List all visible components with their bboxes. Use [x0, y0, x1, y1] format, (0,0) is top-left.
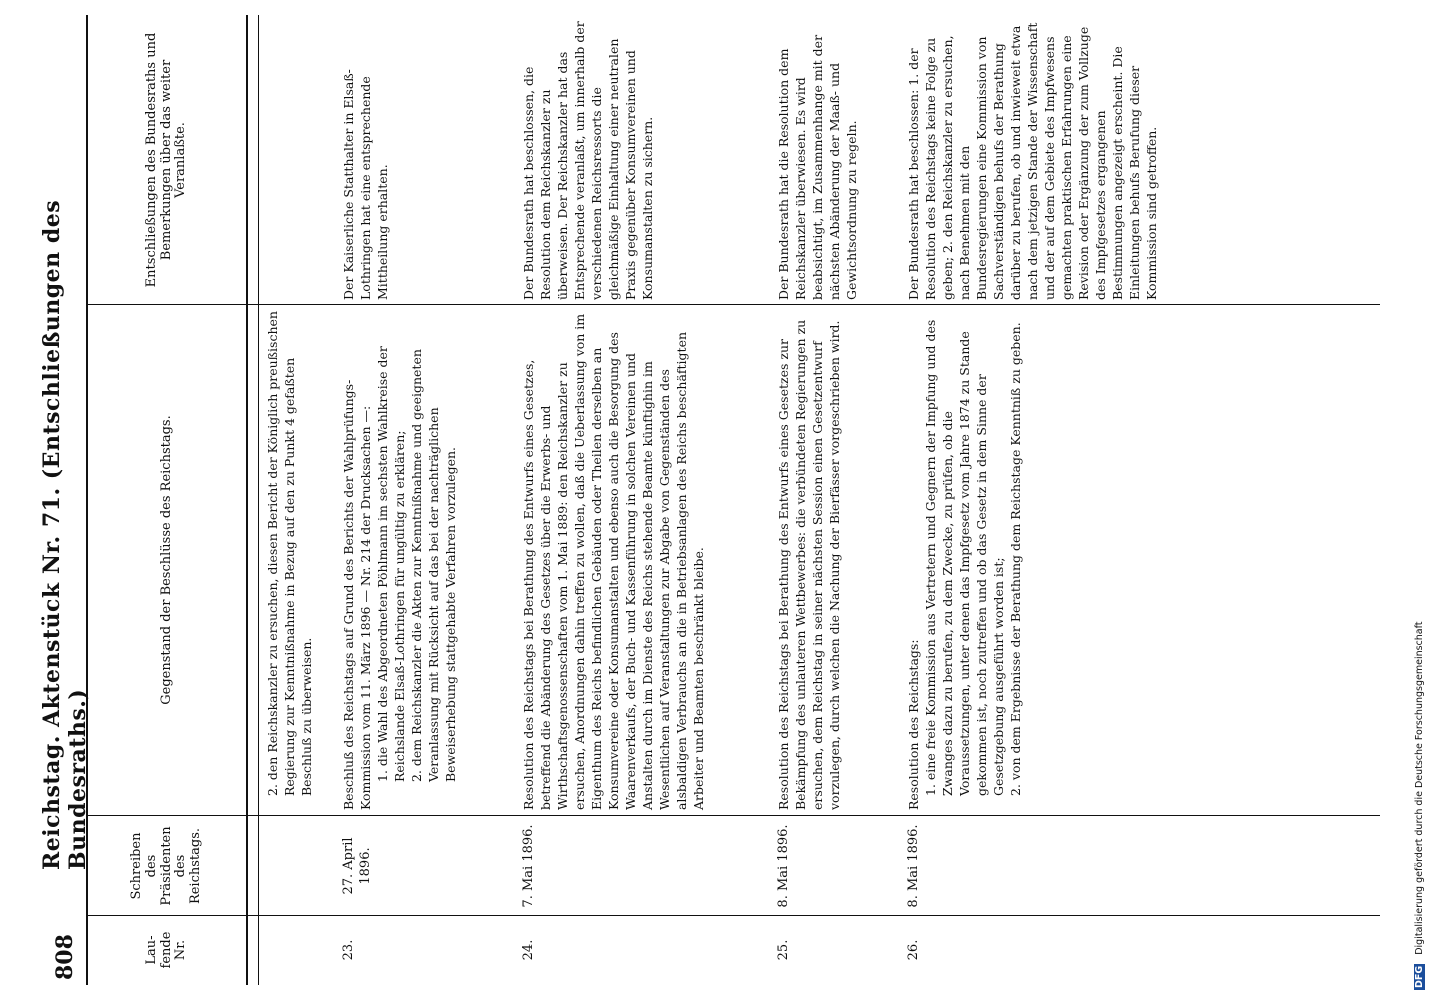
row-23-subject	[340, 310, 459, 810]
row-25-subject	[775, 310, 843, 810]
running-title: Reichstag. Aktenstück Nr. 71. (Entschließungen des Bundesraths.)	[39, 199, 91, 870]
row-26-decision: Der Bundesrath hat beschlossen: 1. der Resolution des Reichstags keine Folge zu geben; 2. den Reichskanzler zu ersuchen, nach Benehmen mit den Bundesregierungen eine Kommission von Sachverständigen behufs der Berathung darüber zu berufen, ob und inwieweit etwa nach dem jetzigen Stande der Wissenschaft und der auf dem Gebiete des Impfwesens gemachten praktischen Erfahrungen eine Revision oder Ergänzung der zum Vollzuge des Impfgesetzes ergangenen Bestimmungen angezeigt erscheint. Die Einleitungen behufs Berufung dieser Kommission sind getroffen.	[906, 22, 1159, 300]
digitization-note	[1414, 10, 1430, 990]
row-24-subject	[520, 310, 707, 810]
row-24-date: 7. Mai 1896.	[521, 824, 536, 908]
subject-paragraph: Resolution des Reichstags bei Berathung des Entwurfs eines Gesetzes, betreffend die Abänderung des Gesetzes über die Erwerbs- und Wirthschaftsgenossenschaften vom 1. Mai 1889: den Reichskanzler zu ersuchen, Anordnungen dahin treffen zu wollen, daß die Ueberlassung von im Eigenthum des Reichs befindlichen Gebäuden oder Theilen derselben an Konsumvereine oder Konsumanstalten und ebenso auch die Besorgung des Waarenverkaufs, der Buch- und Kassenführung in solchen Vereinen und Anstalten durch im Dienste des Reichs stehende Beamte künftighin im Wesentlichen auf Veranstaltungen zur Abgabe von Gegenständen des alsbaldigen Verbrauchs an die in Betriebsanlagen des Reichs beschäftigten Arbeiter und Beamten beschränkt bleibe.	[521, 313, 706, 810]
subject-paragraph: 1. eine freie Kommission aus Vertretern und Gegnern der Impfung und des Zwanges dazu zu berufen, zu dem Zwecke, zu prüfen, ob die Voraussetzungen, unter denen das Impfgesetz vom Jahre 1874 zu Stande gekommen ist, noch zutreffen und ob das Gesetz in dem Sinne der Gesetzgebung ausgeführt worden ist;	[923, 319, 1006, 796]
subject-paragraph: Beschluß des Reichstags auf Grund des Berichts der Wahlprüfungs-Kommission vom 11. März 1896 — Nr. 214 der Drucksachen —:	[341, 379, 373, 810]
row-26-nr: 26.	[906, 939, 921, 961]
row-23-date: 27. April 1896.	[341, 837, 373, 895]
row-23-nr: 23.	[341, 939, 356, 961]
page-number: 808	[52, 934, 78, 980]
row-25-nr: 25.	[776, 939, 791, 961]
row-25-date: 8. Mai 1896.	[776, 824, 791, 908]
subject-paragraph: 1. die Wahl des Abgeordneten Pöhlmann im sechsten Wahlkreise der Reichslande Elsaß-Lothringen für ungültig zu erklären;	[375, 346, 407, 782]
row-0-subject	[264, 310, 315, 810]
dfg-logo: DFG	[1414, 965, 1425, 988]
row-24-decision: Der Bundesrath hat beschlossen, die Resolution dem Reichskanzler zu überweisen. Der Reichskanzler hat das Entsprechende veranlaßt, um innerhalb der verschiedenen Reichsressorts die gleichmäßige Einhaltung einer neutralen Praxis gegenüber Konsumvereinen und Konsumanstalten zu sichern.	[521, 21, 655, 300]
subject-paragraph: 2. dem Reichskanzler die Akten zur Kenntnißnahme und geeigneten Veranlassung mit Rücksicht auf das bei der nachträglichen Beweiserhebung stattgehabte Verfahren vorzulegen.	[409, 349, 458, 782]
row-25-decision: Der Bundesrath hat die Resolution dem Reichskanzler überwiesen. Es wird beabsichtigt, im Zusammenhange mit der nächsten Abänderung der Maaß- und Gewichtsordnung zu regeln.	[776, 34, 859, 300]
subject-paragraph: Resolution des Reichstags:	[906, 639, 921, 810]
column-divider	[86, 915, 1380, 916]
subject-paragraph: 2. von dem Ergebnisse der Berathung dem Reichstage Kenntniß zu geben.	[1008, 322, 1023, 796]
header-gegenstand: Gegenstand der Beschlüsse des Reichstags.	[158, 415, 174, 705]
subject-paragraph: Resolution des Reichstags bei Berathung des Entwurfs eines Gesetzes zur Bekämpfung des unlauteren Wettbewerbes: die verbündeten Regierungen zu ersuchen, dem Reichstag in seiner nächsten Session einen Gesetzentwurf vorzulegen, durch welchen die Nachung der Bierfässer vorgeschrieben wird.	[776, 319, 842, 810]
row-26-subject	[905, 310, 1024, 810]
row-24-nr: 24.	[521, 939, 536, 961]
column-divider	[86, 815, 1380, 816]
header-rule	[246, 15, 248, 985]
column-divider	[86, 304, 1380, 305]
row-23-decision: Der Kaiserliche Statthalter in Elsaß-Lothringen hat eine entsprechende Mittheilung erhalten.	[341, 69, 390, 300]
digitization-text: Digitalisierung gefördert durch die Deutsche Forschungsgemeinschaft	[1414, 621, 1425, 955]
header-laufende-nr: Lau-fende Nr.	[143, 931, 189, 969]
top-rule	[86, 15, 88, 985]
header-entschliessungen: Entschließungen des Bundesraths und Bemerkungen über das weiter Veranlaßte.	[143, 32, 189, 288]
running-head	[39, 20, 91, 980]
header-rule-thin	[258, 15, 259, 985]
header-schreiben: Schreiben des Präsidenten des Reichstags.	[128, 826, 204, 906]
subject-paragraph: 2. den Reichskanzler zu ersuchen, diesen Bericht der Königlich preußischen Regierung zur Kenntnißnahme in Bezug auf den zu Punkt 4 gefaßten Beschluß zu überweisen.	[265, 311, 314, 796]
row-26-date: 8. Mai 1896.	[906, 824, 921, 908]
